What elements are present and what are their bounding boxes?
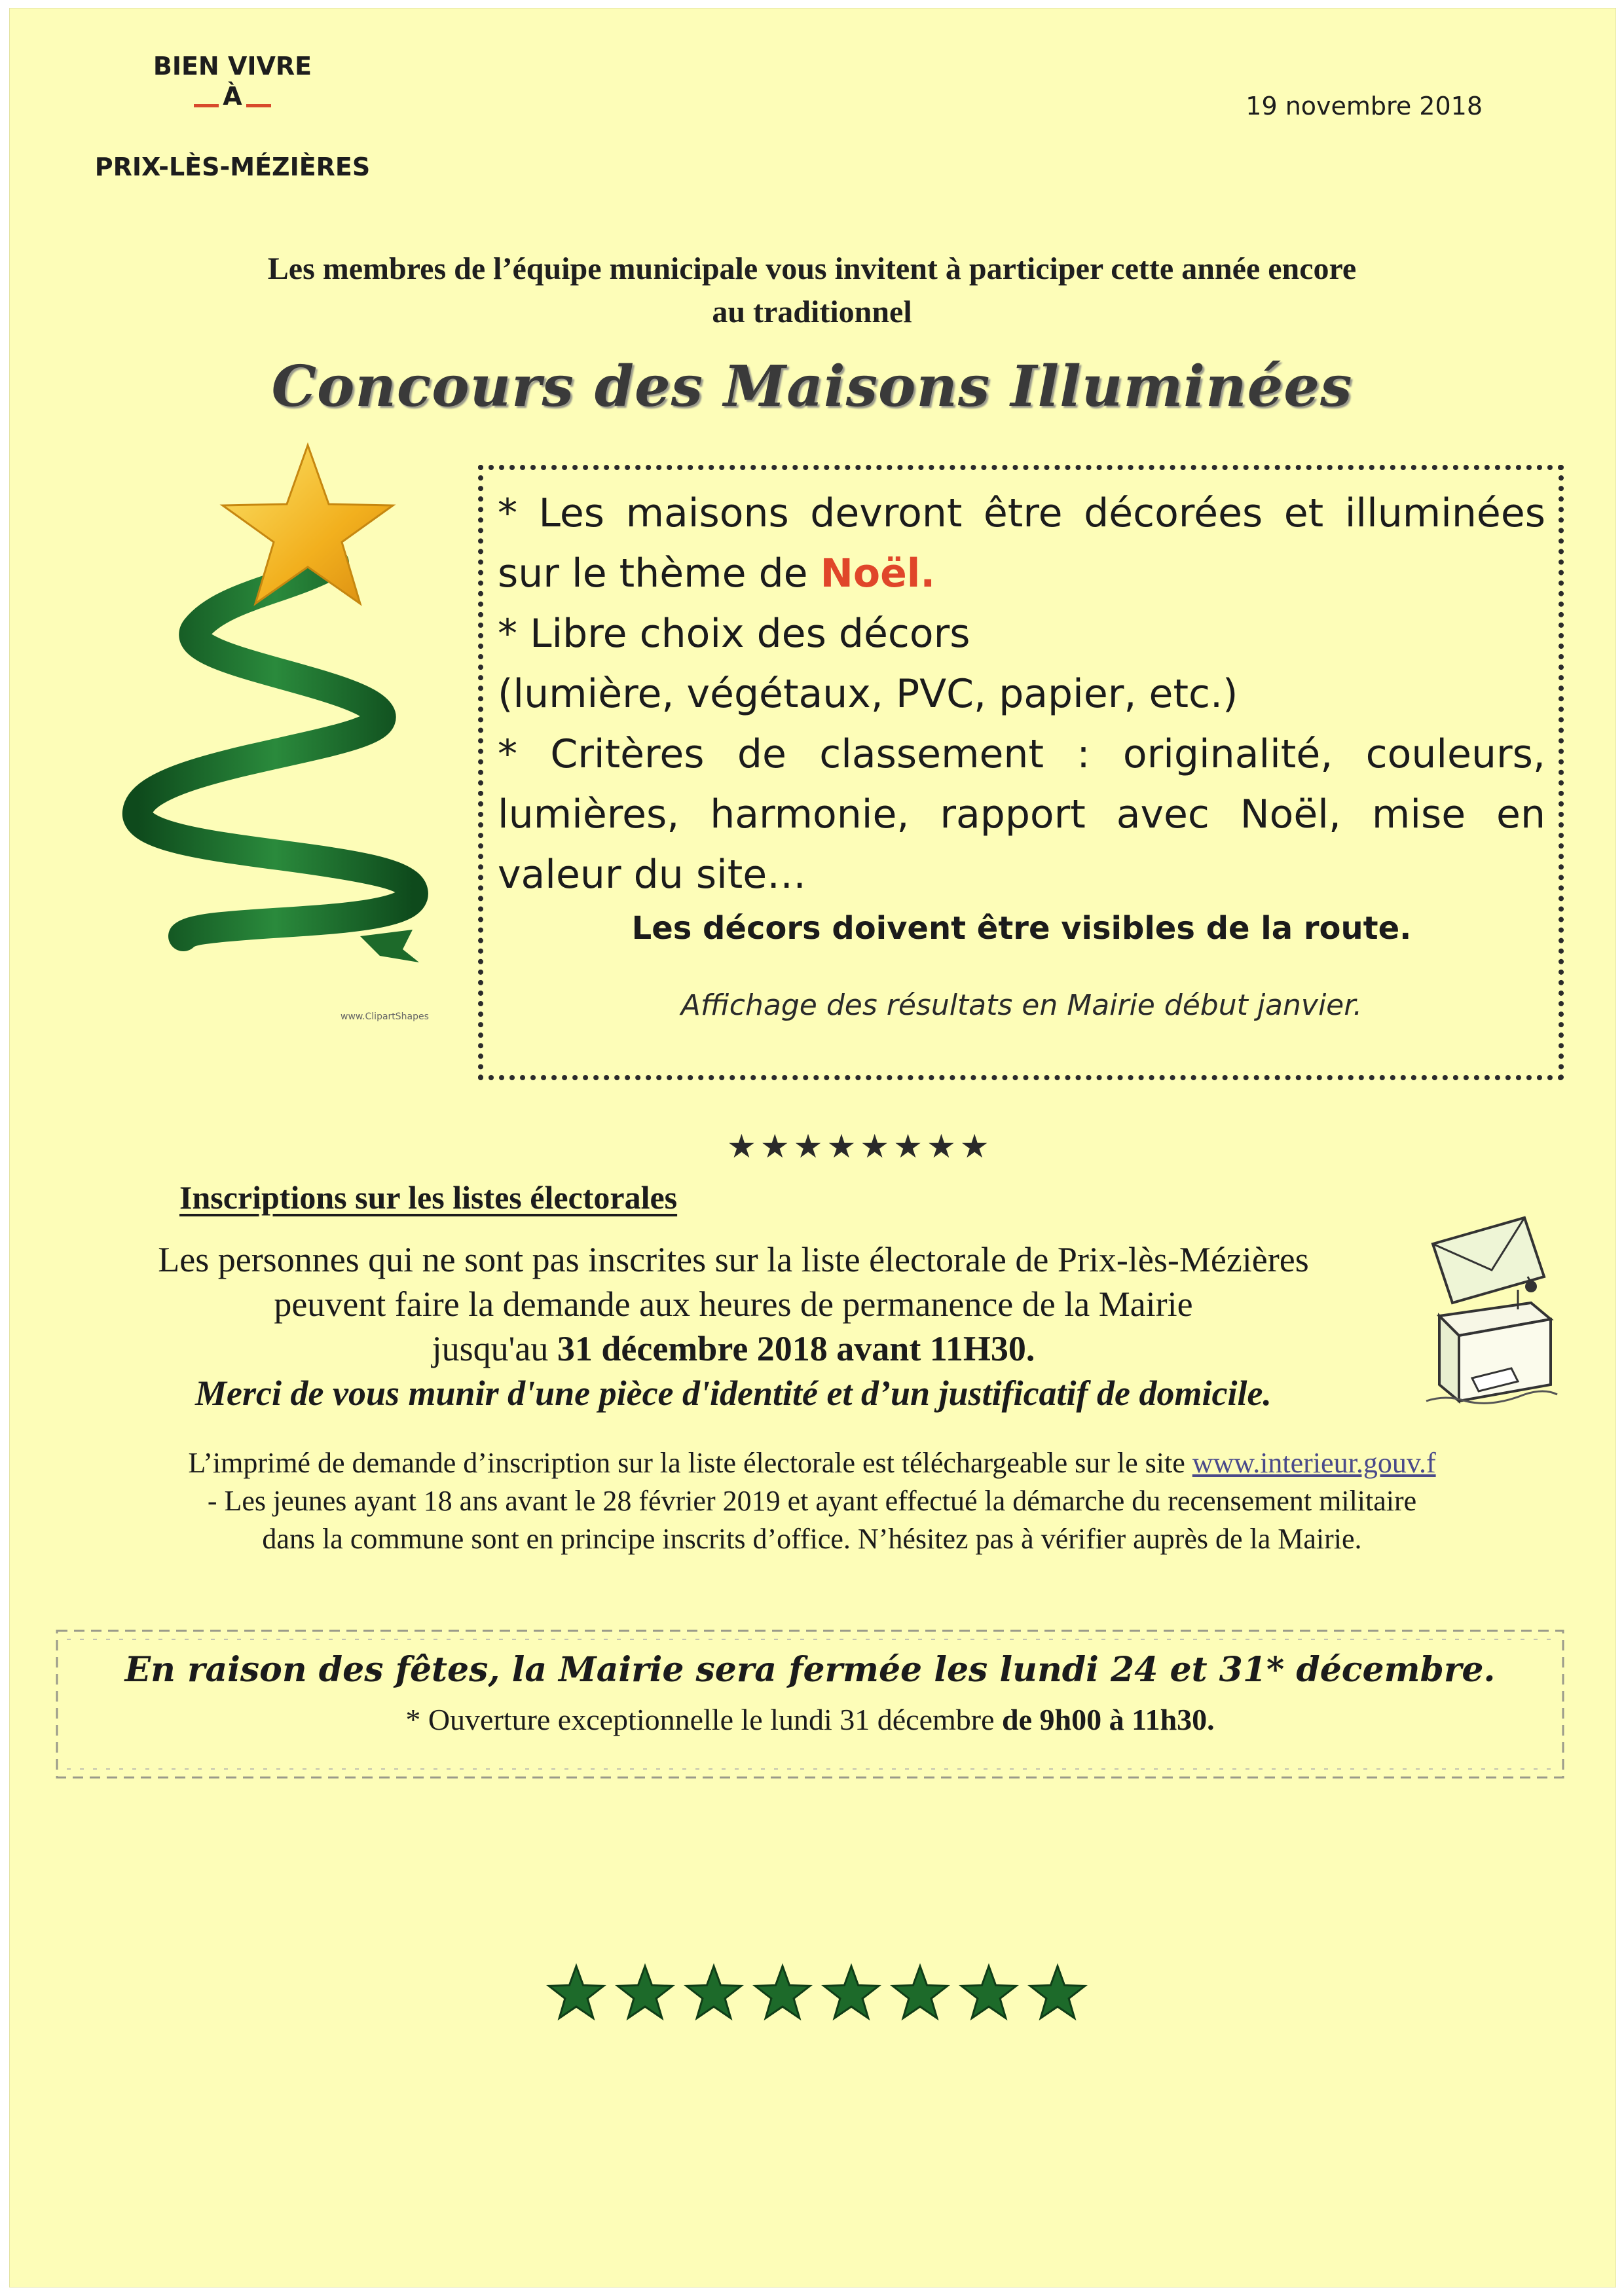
green-star-icon	[1030, 1966, 1085, 2018]
tree-tail	[360, 930, 419, 962]
route-note: Les décors doivent être visibles de la route.	[631, 910, 1412, 947]
separator-stars: ★★★★★★★★	[727, 1127, 993, 1165]
inscriptions-title: Inscriptions sur les listes électorales	[179, 1179, 678, 1216]
interieur-link[interactable]: www.interieur.gouv.f	[1192, 1447, 1436, 1479]
intro-line-2: au traditionnel	[712, 295, 912, 329]
rule-1-text: * Les maisons devront être décorées et illuminées sur le thème de	[498, 490, 1545, 596]
green-star-icon	[686, 1966, 741, 2018]
inscriptions-info	[79, 1444, 1545, 1558]
christmas-tree-icon	[72, 432, 478, 1008]
green-star-icon	[893, 1966, 948, 2018]
brand-line-1: BIEN VIVRE	[153, 52, 312, 81]
info-line-2: - Les jeunes ayant 18 ans avant le 28 février 2019 et ayant effectué la démarche du recensement militaire	[207, 1485, 1417, 1517]
fetes-closure-notice: En raison des fêtes, la Mairie sera fermée les lundi 24 et 31* décembre.	[124, 1650, 1496, 1690]
brand-line-2	[124, 84, 341, 109]
page-title: Concours des Maisons Illuminées	[271, 354, 1353, 420]
fetes-opening-text: * Ouverture exceptionnelle le lundi 31 décembre	[405, 1703, 1003, 1736]
green-star-icon	[549, 1966, 604, 2018]
green-star-icon	[961, 1966, 1016, 2018]
brand-bar-left	[194, 104, 219, 107]
inscriptions-line-1: Les personnes qui ne sont pas inscrites sur la liste électorale de Prix-lès-Mézières	[158, 1240, 1309, 1279]
intro-text	[79, 247, 1545, 334]
tree-credit: www.ClipartShapes	[341, 1011, 429, 1022]
rule-2-line-1: * Libre choix des décors	[498, 611, 970, 657]
rule-1-highlight: Noël.	[820, 551, 936, 596]
intro-line-1: Les membres de l’équipe municipale vous invitent à participer cette année encore	[267, 251, 1357, 286]
inscriptions-line-3	[79, 1326, 1388, 1371]
ballot-box-icon	[1420, 1205, 1565, 1414]
brand-line-2-text: À	[223, 82, 242, 111]
brand-bar-right	[246, 104, 271, 107]
green-star-icon	[618, 1966, 673, 2018]
document-date: 19 novembre 2018	[1246, 92, 1483, 120]
inscriptions-deadline: 31 décembre 2018 avant 11H30.	[557, 1329, 1035, 1368]
green-star-icon	[824, 1966, 879, 2018]
fetes-opening-notice	[54, 1702, 1566, 1737]
inscriptions-line-4: Merci de vous munir d'une pièce d'identité et d’un justificatif de domicile.	[195, 1374, 1272, 1413]
fetes-opening-hours: de 9h00 à 11h30.	[1002, 1703, 1215, 1736]
inscriptions-deadline-prefix: jusqu'au	[432, 1329, 557, 1368]
rule-1	[498, 483, 1545, 604]
brand-line-3: PRIX-LÈS-MÉZIÈRES	[94, 153, 371, 181]
contest-rules	[498, 483, 1545, 905]
green-star-icon	[755, 1966, 810, 2018]
inscriptions-line-2: peuvent faire la demande aux heures de permanence de la Mairie	[274, 1285, 1193, 1324]
info-line-1	[79, 1444, 1545, 1482]
info-line-1-text: L’imprimé de demande d’inscription sur la liste électorale est téléchargeable sur le site	[188, 1447, 1192, 1479]
rule-2-line-2: (lumière, végétaux, PVC, papier, etc.)	[498, 671, 1238, 717]
tree-swirl	[138, 563, 413, 936]
brand-logo	[94, 52, 371, 181]
inscriptions-body	[79, 1237, 1388, 1415]
bottom-stars	[544, 1961, 1094, 2026]
rule-3: * Critères de classement : originalité, couleurs, lumières, harmonie, rapport avec Noël, mise en valeur du site…	[498, 731, 1545, 898]
results-note: Affichage des résultats en Mairie début janvier.	[680, 989, 1363, 1022]
info-line-3: dans la commune sont en principe inscrits d’office. N’hésitez pas à vérifier auprès de la Mairie.	[262, 1523, 1362, 1555]
